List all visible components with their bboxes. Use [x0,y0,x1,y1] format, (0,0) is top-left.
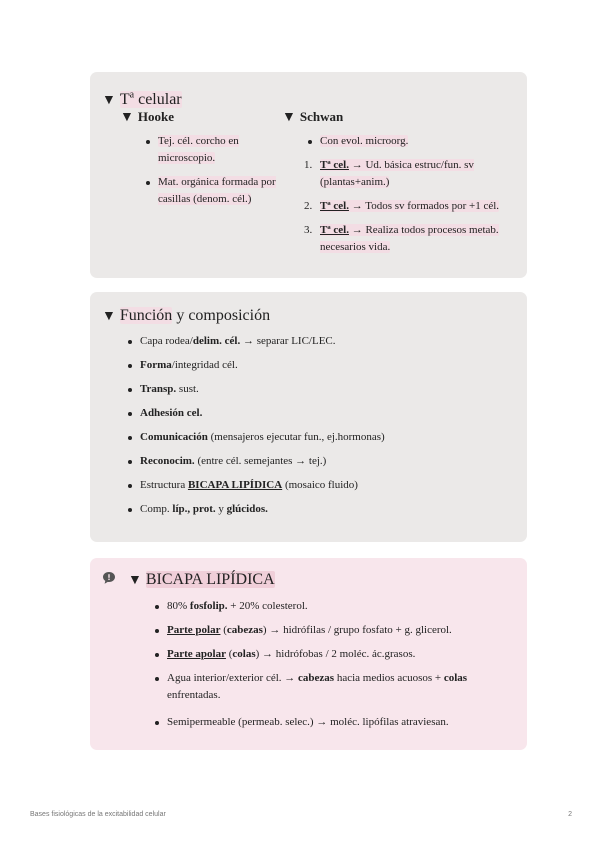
list-item: Comp. líp., prot. y glúcidos. [140,501,515,518]
list-item: Comunicación (mensajeros ejecutar fun., ej.hormonas) [140,429,515,446]
hooke-heading[interactable]: ▼ Hooke [120,109,174,125]
numbered-item: 3. Tª cel. → Realiza todos procesos metab. necesarios vida. [304,224,499,253]
funcion-heading[interactable]: ▼ Función y composición [102,307,271,324]
toggle-triangle-icon[interactable]: ▼ [282,110,296,125]
bicapa-list [167,598,517,738]
page-number: 2 [568,811,572,818]
toggle-triangle-icon[interactable]: ▼ [120,110,134,125]
toggle-triangle-icon[interactable]: ▼ [128,573,142,588]
list-item: Forma/integridad cél. [140,357,515,374]
schwan-bullet-list [320,133,520,157]
hooke-list [158,133,278,215]
list-item: 80% fosfolip. + 20% colesterol. [167,598,517,615]
footer-title: Bases fisiológicas de la excitabilidad celular [30,811,166,818]
funcion-list [140,333,515,525]
list-item: Mat. orgánica formada por casillas (denom. cél.) [158,174,278,208]
list-item: Reconocim. (entre cél. semejantes → tej.) [140,453,515,470]
teoria-celular-heading[interactable]: ▼ $T^a$ celular [102,90,182,109]
list-item: Con evol. microorg. [320,133,520,150]
list-item: Agua interior/exterior cél. → cabezas hacia medios acuosos + colas enfrentadas. [167,670,517,704]
numbered-item: 2. Tª cel. → Todos sv formados por +1 cél. [304,200,500,212]
speech-bubble-icon [102,571,116,590]
toggle-triangle-icon[interactable]: ▼ [102,93,116,109]
list-item: Adhesión cel. [140,405,515,422]
list-item: Tej. cél. corcho en microscopio. [158,133,278,167]
teoria-celular-card [90,72,527,278]
bicapa-heading[interactable]: ▼ BICAPA LIPÍDICA [128,571,275,588]
schwan-heading[interactable]: ▼ Schwan [282,109,344,125]
funcion-card [90,292,527,542]
list-item: Parte apolar (colas) → hidrófobas / 2 moléc. ác.grasos. [167,646,517,663]
list-item: Estructura BICAPA LIPÍDICA (mosaico fluido) [140,477,515,494]
list-item: Parte polar (cabezas) → hidrófilas / grupo fosfato + g. glicerol. [167,622,517,639]
list-item: Transp. sust. [140,381,515,398]
bicapa-card [90,558,527,750]
list-item: Capa rodea/delim. cél. → separar LIC/LEC. [140,333,515,350]
numbered-item: 1. Tª cel. → Ud. básica estruc/fun. sv (plantas+anim.) [304,159,474,188]
schwan-numbered-list [304,157,520,263]
toggle-triangle-icon[interactable]: ▼ [102,309,116,324]
list-item: Semipermeable (permeab. selec.) → moléc. lipófilas atraviesan. [167,714,517,731]
